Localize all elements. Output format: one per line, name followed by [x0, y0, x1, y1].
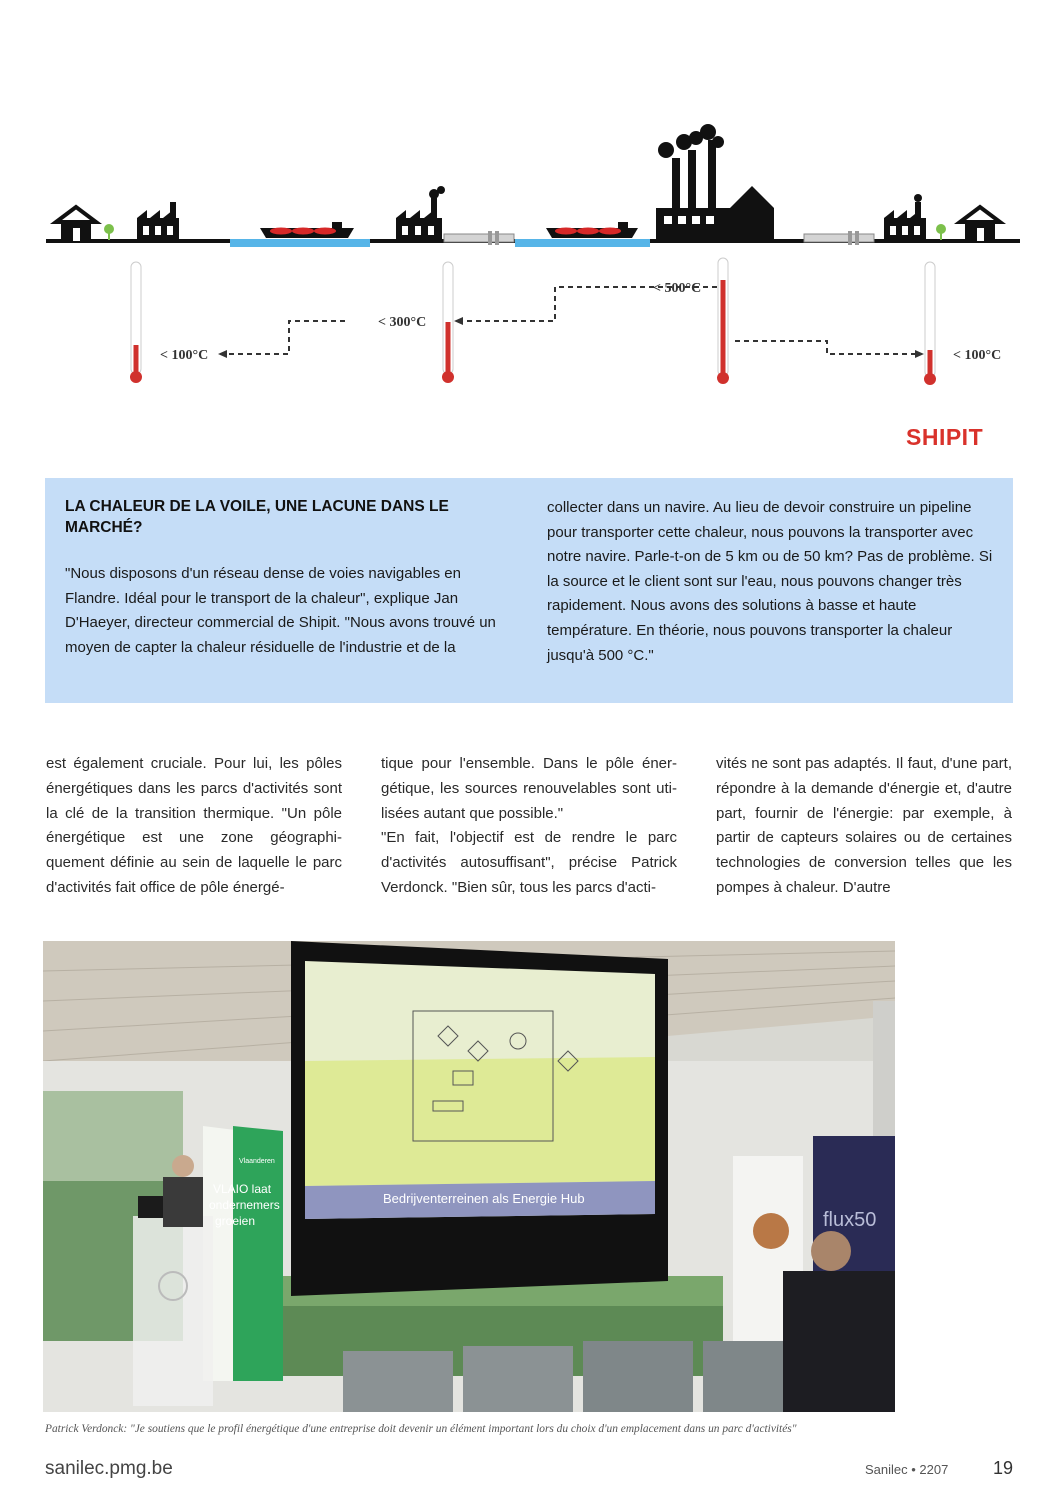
temp-label: < 500°C — [653, 281, 702, 296]
factory-icon — [884, 194, 926, 241]
banner-line: VLAIO laat — [213, 1182, 272, 1196]
temp-label: < 100°C — [953, 348, 1002, 363]
tree-icon — [104, 224, 114, 240]
sidebar-box — [45, 478, 1013, 703]
article-paragraph: vités ne sont pas adaptés. Il faut, d'une part, répondre à la demande d'énergie et, d'autre part, fournir de l'énergie: par exemple, à partir de capteurs solaires ou de certaines technologies de conversion telles que les pompes à chaleur. D'autre — [716, 755, 1012, 896]
house-icon — [56, 207, 96, 241]
banner-line: groeien — [215, 1214, 256, 1228]
shipit-logo: SHIPIT — [906, 424, 984, 450]
box-column-left — [65, 496, 513, 660]
box-paragraph: collecter dans un navire. Au lieu de devoir construire un pipeline pour transporter cette chaleur, nous pouvons la transporter avec notre navire. Parle-t-on de 5 km ou de 50 km? Pas de problème. Si la source et le client sont sur l'eau, nous pouvons changer très rapidement. Nous avons des solutions à basse et haute température. En théorie, nous pouvons transporter la chaleur jusqu'à 500 °C." — [547, 499, 993, 664]
banner-brand: Vlaanderen — [239, 1158, 275, 1165]
article-column — [716, 752, 1012, 902]
conference-photo — [43, 941, 895, 1412]
thermometer-icon — [442, 262, 454, 383]
article-column — [381, 752, 677, 902]
footer-magazine: Sanilec • 2207 — [865, 1462, 949, 1477]
house-icon — [960, 207, 1000, 241]
article-paragraph: "En fait, l'objectif est de rendre le parc d'activités autosuffisant", précise Patrick Verdonck. "Bien sûr, tous les parcs d'acti- — [381, 829, 677, 896]
right-banner-logo: flux50 — [823, 1209, 877, 1231]
article-columns — [46, 752, 1013, 902]
article-paragraph: est également cruciale. Pour lui, les pôles énergétiques dans les parcs d'activités sont la clé de la transition thermique. "Un pôle énergétique est une zone géographiquement définie au sein de laquelle le parc d'activités fait office de pôle énergé- — [46, 755, 342, 896]
article-column — [46, 752, 342, 902]
banner-line: ondernemers — [209, 1198, 280, 1212]
box-paragraph: "Nous disposons d'un réseau dense de voies navigables en Flandre. Idéal pour le transport de la chaleur", explique Jan D'Haeyer, directeur commercial de Shipit. "Nous avons trouvé un moyen de capter la chaleur résiduelle de l'industrie et de la — [65, 565, 496, 656]
page-number: 19 — [993, 1458, 1014, 1478]
temp-label: < 300°C — [378, 315, 427, 330]
thermometer-icon — [924, 262, 936, 385]
footer-url[interactable]: sanilec.pmg.be — [45, 1458, 173, 1479]
tree-icon — [936, 224, 946, 240]
photo-illustration — [43, 941, 895, 1412]
factory-icon — [396, 186, 445, 241]
canal-water-left — [230, 239, 370, 247]
temp-label: < 100°C — [160, 348, 209, 363]
photo-caption: Patrick Verdonck: "Je soutiens que le profil énergétique d'une entreprise doit devenir un élément important lors du choix d'un emplacement dans un parc d'activités" — [45, 1423, 797, 1435]
barge-icon — [260, 222, 354, 238]
screen-caption: Bedrijventerreinen als Energie Hub — [383, 1191, 585, 1206]
large-factory-icon — [656, 124, 774, 241]
canal-water-right — [515, 239, 650, 247]
article-paragraph: tique pour l'ensemble. Dans le pôle énergétique, les sources renouvelables sont utilisées autant que possible." — [381, 755, 677, 822]
arrow-heads — [218, 317, 924, 358]
flow-arrows — [226, 287, 918, 354]
barge-icon — [546, 222, 638, 238]
thermometer-icon — [717, 258, 729, 384]
box-title: LA CHALEUR DE LA VOILE, UNE LACUNE DANS LE MARCHÉ? — [65, 498, 449, 536]
box-column-right — [547, 496, 995, 668]
factory-icon — [137, 202, 179, 241]
thermometer-icon — [130, 262, 142, 383]
heat-transport-diagram — [0, 0, 1058, 470]
